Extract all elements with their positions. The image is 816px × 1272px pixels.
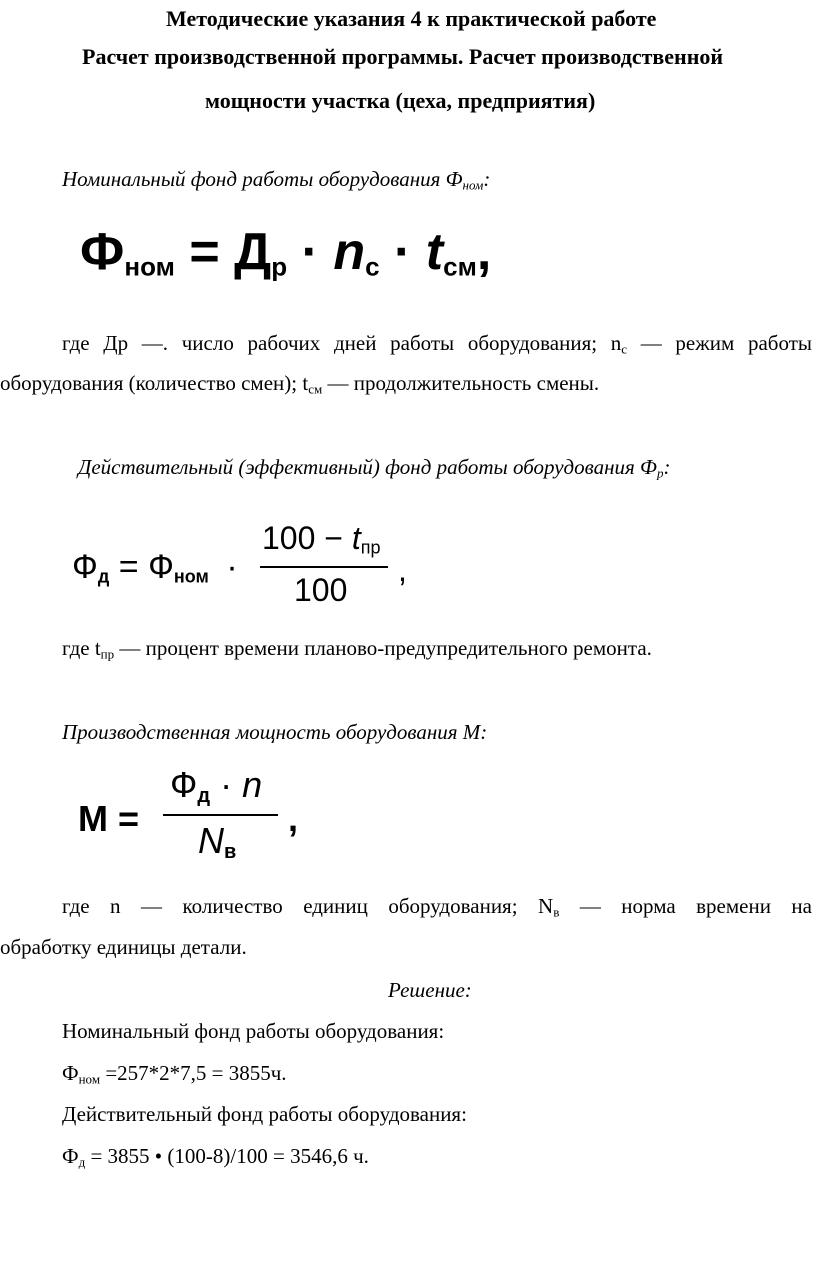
- nominal-fund-formula: $Ф_{ном} = Д_р \cdot n_с \cdot t_{см}$,: [80, 223, 492, 282]
- capacity-numerator: $Ф_д \cdot n$: [170, 764, 263, 807]
- capacity-description-line-2: обработку единицы детали.: [0, 935, 247, 959]
- solution-line-2: $Ф_{ном} =257*2*7,5 = 3855ч$.: [62, 1061, 287, 1087]
- nominal-fund-heading: Номинальный фонд работы оборудования $Ф_{ном}$:: [62, 167, 491, 193]
- capacity-description-line-1: где n — количество единиц оборудования; $N_в$ — норма времени на: [62, 894, 812, 920]
- title-line-2: Расчет производственной программы. Расчет производственной: [82, 44, 724, 69]
- capacity-formula: М = $Ф_д \cdot n$ $N_в$ ,: [78, 764, 299, 863]
- title-line-1: Методические указания 4 к практической работе: [166, 6, 657, 31]
- capacity-heading: Производственная мощность оборудования М:: [62, 720, 488, 744]
- solution-line-1: Номинальный фонд работы оборудования:: [62, 1019, 445, 1043]
- effective-fund-numerator: $100 - t_{пр}$: [262, 520, 381, 558]
- title-line-3: мощности участка (цеха, предприятия): [205, 88, 596, 113]
- solution-line-4: $Ф_д = 3855$ • (100-8)/100 = 3546,6 ч.: [62, 1144, 369, 1170]
- solution-line-3: Действительный фонд работы оборудования:: [62, 1102, 467, 1126]
- capacity-denominator: $N_в$: [198, 820, 237, 863]
- effective-fund-description: где $t_{пр}$ — процент времени планово-предупредительного ремонта.: [62, 636, 652, 662]
- solution-heading: Решение:: [388, 978, 472, 1002]
- effective-fund-formula: $Ф_д = Ф_{ном}$ · $100 - t_{пр}$ 100 ,: [72, 520, 407, 608]
- nominal-fund-description-line-1: где Др —. число рабочих дней работы оборудования; $n_с$ — режим работы: [62, 331, 812, 357]
- effective-fund-heading: Действительный (эффективный) фонд работы оборудования $Ф_р$:: [78, 455, 671, 481]
- fraction-bar: [260, 566, 388, 568]
- effective-fund-denominator: 100: [294, 572, 348, 608]
- fraction-bar: [163, 814, 278, 816]
- nominal-fund-description-line-2: оборудования (количество смен); $t_{см}$ — продолжительность смены.: [0, 371, 600, 397]
